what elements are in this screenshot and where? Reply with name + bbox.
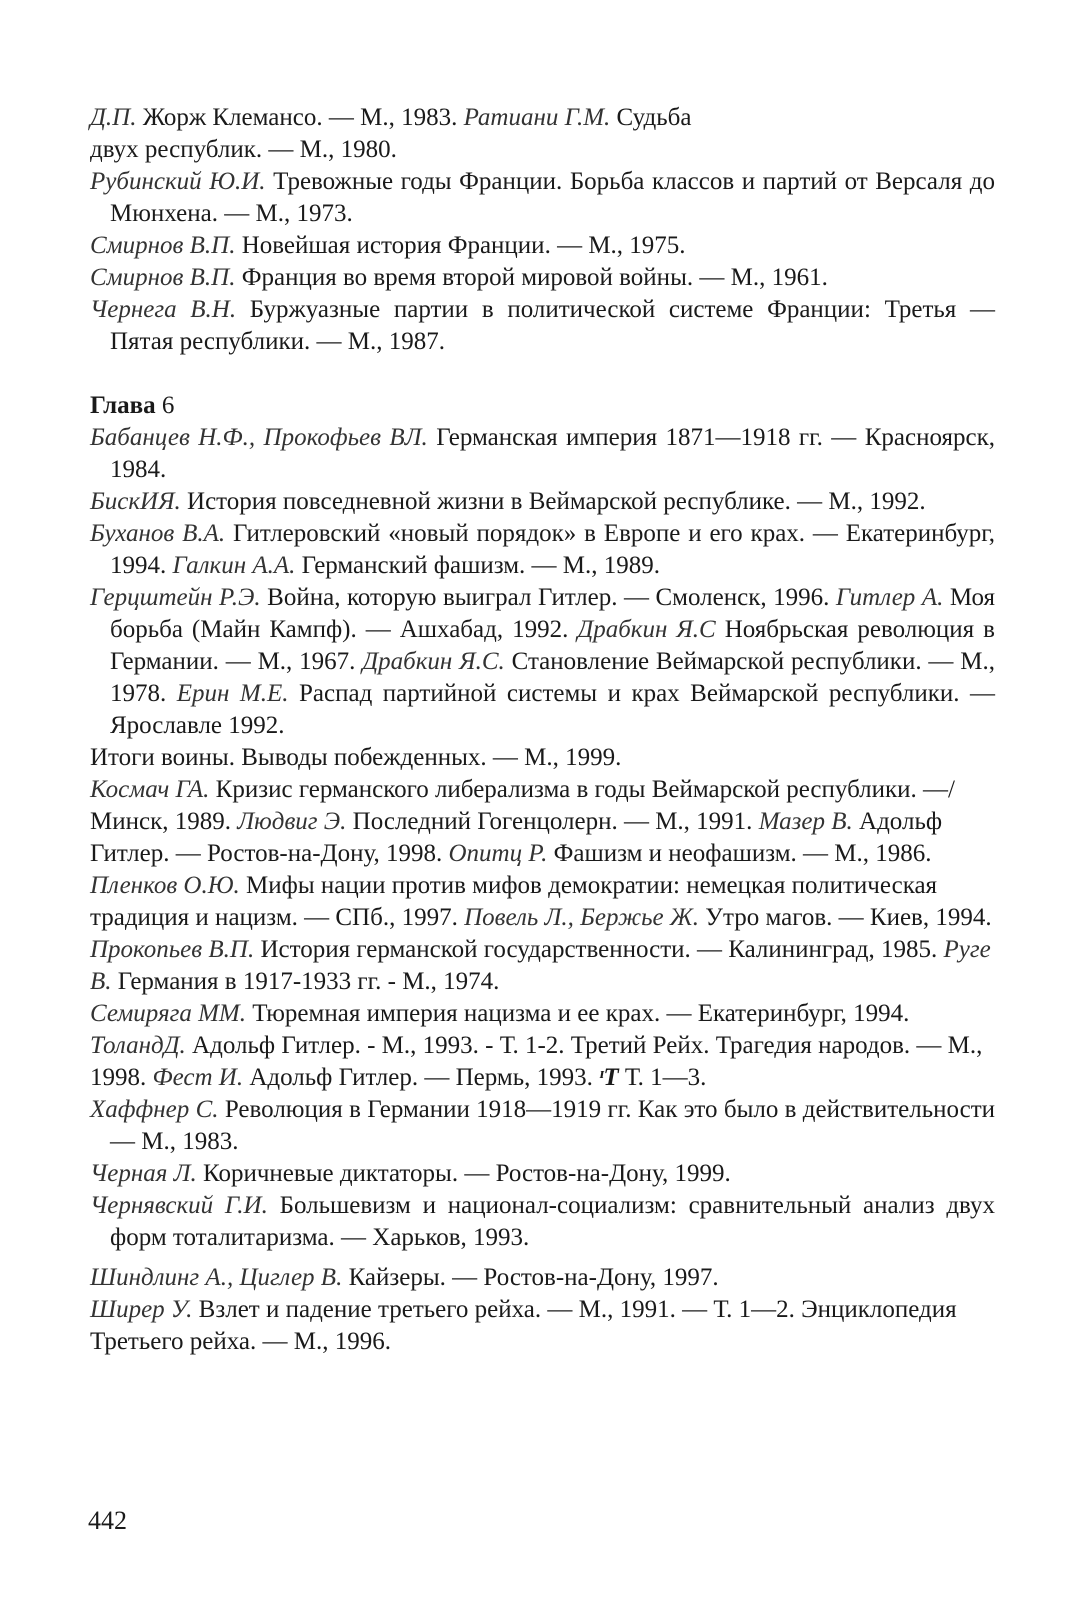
entry-author: Людвиг Э. — [237, 808, 347, 835]
bibliography-entry — [90, 230, 995, 262]
bibliography-list-france — [90, 102, 995, 358]
entry-text: Становление Веймарской республики. — М., 1978. — [110, 648, 995, 707]
bibliography-entry — [90, 742, 995, 774]
entry-author: Мазер В. — [758, 808, 853, 835]
entry-author: Ратиани Г.М. — [463, 104, 611, 131]
entry-text: Утро магов. — Киев, 1994. — [699, 904, 992, 931]
entry-author: Опитц Р. — [448, 840, 548, 867]
entry-author: Драбкин Я.С — [577, 616, 716, 643]
entry-author: Драбкин Я.С. — [362, 648, 505, 675]
entry-text: Буржуазные партии в политической системе Франции: Третья — Пятая республики. — М., 1987. — [110, 296, 995, 355]
bibliography-entry — [90, 934, 995, 998]
bibliography-entry — [90, 262, 995, 294]
entry-text: Война, которую выиграл Гитлер. — Смоленск, 1996. — [260, 584, 836, 611]
bibliography-entry — [90, 774, 995, 870]
entry-author: Ширер У. — [90, 1296, 193, 1323]
entry-text: Коричневые диктаторы. — Ростов-на-Дону, 1999. — [196, 1160, 731, 1187]
entry-text: Большевизм и национал-социализм: сравнительный анализ двух форм тоталитаризма. — Харьков, 1993. — [110, 1192, 996, 1251]
entry-author: Семиряга ММ. — [90, 1000, 246, 1027]
bibliography-entry — [90, 134, 995, 166]
bibliography-page — [90, 102, 995, 1358]
entry-author: Повель Л., Бержье Ж. — [464, 904, 700, 931]
entry-author: Фест И. — [152, 1064, 244, 1091]
bibliography-entry — [90, 294, 995, 358]
entry-text: Судьба — [610, 104, 692, 131]
bibliography-entry — [90, 1030, 995, 1094]
entry-author: Рубинский Ю.И. — [90, 168, 266, 195]
entry-author: Шиндлинг А., Циглер В. — [90, 1264, 343, 1291]
chapter-heading — [90, 390, 995, 422]
entry-text: Тревожные годы Франции. Борьба классов и партий от Версаля до Мюнхена. — М., 1973. — [110, 168, 995, 227]
entry-text: Взлет и падение третьего рейха. — М., 1991. — Т. 1—2. Энциклопедия Третьего рейха. — М., 1996. — [90, 1296, 957, 1355]
entry-text: Моя борьба (Майн Кампф). — Ашхабад, 1992. — [110, 584, 995, 643]
entry-text: Жорж Клемансо. — М., 1983. — [136, 104, 464, 131]
page-number: 442 — [88, 1506, 127, 1535]
entry-text: Адольф Гитлер. — Ростов-на-Дону, 1998. — [90, 808, 943, 867]
entry-text: Адольф Гитлер. — Пермь, 1993. — [243, 1064, 600, 1091]
entry-text: Последний Гогенцолерн. — М., 1991. — [346, 808, 759, 835]
entry-text: Т. 1—3. — [618, 1064, 707, 1091]
entry-text: Германская империя 1871—1918 гг. — Красноярск, 1984. — [110, 424, 995, 483]
entry-author: ТоландД. — [90, 1032, 186, 1059]
entry-author: Чернявский Г.И. — [90, 1192, 268, 1219]
bibliography-entry — [90, 870, 995, 934]
entry-author: Буханов В.А. — [90, 520, 226, 547]
entry-text: Гитлеровский «новый порядок» в Европе и его крах. — Екатеринбург, 1994. — [110, 520, 995, 579]
entry-author: Бабанцев Н.Ф., Прокофьев ВЛ. — [90, 424, 428, 451]
entry-glyph: ᶦT — [599, 1064, 619, 1091]
bibliography-entry — [90, 1190, 995, 1254]
entry-author: Прокопьев В.П. — [90, 936, 255, 963]
bibliography-entry — [90, 1158, 995, 1190]
entry-text: Кайзеры. — Ростов-на-Дону, 1997. — [342, 1264, 719, 1291]
entry-author: Герцштейн Р.Э. — [90, 584, 261, 611]
entry-author: Руге В. — [90, 936, 991, 995]
entry-author: Черная Л. — [90, 1160, 197, 1187]
entry-author: Чернега В.Н. — [90, 296, 237, 323]
entry-author: Космач ГА. — [90, 776, 210, 803]
bibliography-entry — [90, 1294, 995, 1358]
entry-author: Хаффнер С. — [90, 1096, 219, 1123]
entry-text: Франция во время второй мировой войны. — М., 1961. — [235, 264, 828, 291]
entry-text: двух республик. — М., 1980. — [90, 136, 397, 163]
entry-author: Смирнов В.П. — [90, 232, 236, 259]
entry-text: Новейшая история Франции. — М., 1975. — [235, 232, 686, 259]
entry-text: Революция в Германии 1918—1919 гг. Как это было в действительности — М., 1983. — [110, 1096, 995, 1155]
entry-text: Мифы нации против мифов демократии: немецкая политическая традиция и нацизм. — СПб., 1997. — [90, 872, 938, 931]
bibliography-entry — [90, 518, 995, 582]
chapter-heading-number: 6 — [155, 392, 175, 419]
entry-text: Тюремная империя нацизма и ее крах. — Екатеринбург, 1994. — [245, 1000, 910, 1027]
bibliography-entry — [90, 486, 995, 518]
bibliography-entry — [90, 166, 995, 230]
entry-text: История германской государственности. — Калининград, 1985. — [254, 936, 944, 963]
bibliography-entry — [90, 422, 995, 486]
entry-text: Кризис германского либерализма в годы Веймарской республики. —/Минск, 1989. — [90, 776, 955, 835]
entry-author: Ерин М.Е. — [176, 680, 289, 707]
entry-author: Д.П. — [90, 104, 137, 131]
entry-text: Фашизм и неофашизм. — М., 1986. — [547, 840, 932, 867]
entry-author: Смирнов В.П. — [90, 264, 236, 291]
bibliography-entry — [90, 582, 995, 742]
chapter-heading-label: Глава — [90, 392, 156, 419]
entry-text: Адольф Гитлер. - М., 1993. - Т. 1-2. Третий Рейх. Трагедия народов. — М., 1998. — [90, 1032, 983, 1091]
entry-author: Пленков О.Ю. — [90, 872, 240, 899]
bibliography-entry — [90, 998, 995, 1030]
entry-text: История повседневной жизни в Веймарской республике. — М., 1992. — [180, 488, 926, 515]
entry-text: Германия в 1917-1933 гг. - М., 1974. — [111, 968, 500, 995]
bibliography-list-chapter-6 — [90, 422, 995, 1358]
entry-text: Итоги воины. Выводы побежденных. — М., 1999. — [90, 744, 622, 771]
entry-author: БискИЯ. — [90, 488, 181, 515]
bibliography-entry — [90, 1094, 995, 1158]
entry-text: Распад партийной системы и крах Веймарской республики. — Ярославле 1992. — [110, 680, 995, 739]
bibliography-entry — [90, 1262, 995, 1294]
entry-author: Галкин А.А. — [172, 552, 296, 579]
entry-text: Германский фашизм. — М., 1989. — [295, 552, 661, 579]
entry-text: Ноябрьская революция в Германии. — М., 1967. — [110, 616, 995, 675]
bibliography-entry — [90, 102, 995, 134]
entry-author: Гитлер А. — [835, 584, 944, 611]
